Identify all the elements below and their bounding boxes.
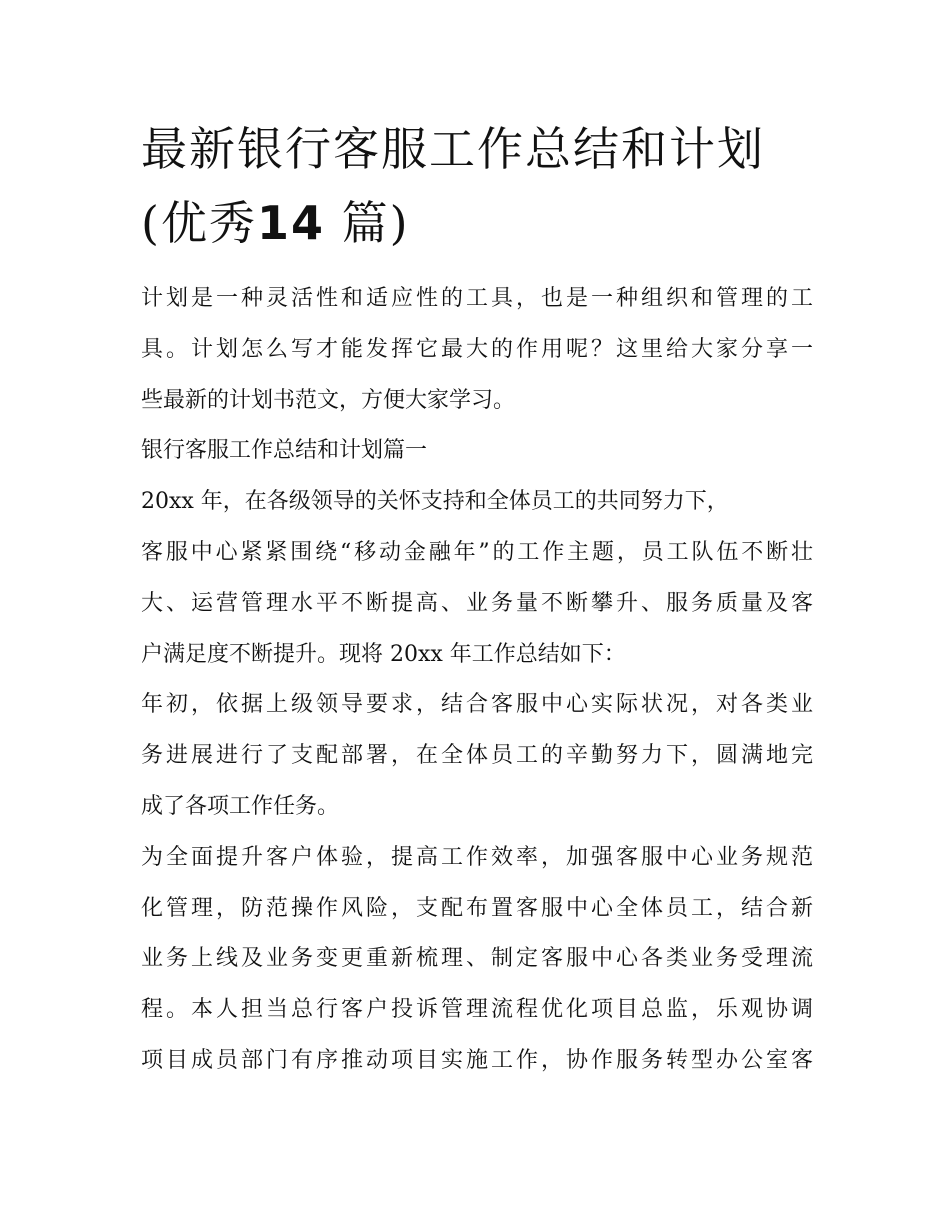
body-line: 化管理，防范操作风险，支配布置客服中心全体员工，结合新 <box>141 895 813 921</box>
body-line: 户满足度不断提升。现将 20xx 年工作总结如下： <box>141 641 626 667</box>
document-title <box>141 112 813 260</box>
body-line: 客服中心紧紧围绕“移动金融年”的工作主题，员工队伍不断壮 <box>141 539 813 565</box>
body-line: 务进展进行了支配部署，在全体员工的辛勤努力下，圆满地完 <box>141 743 813 769</box>
body-line: 年初，依据上级领导要求，结合客服中心实际状况，对各类业 <box>141 692 813 718</box>
title-line-2 <box>141 186 813 260</box>
body-line: 银行客服工作总结和计划篇一 <box>141 438 428 464</box>
title-close: 篇) <box>341 196 410 250</box>
body-line: 计划是一种灵活性和适应性的工具，也是一种组织和管理的工 <box>141 286 813 311</box>
body-line: 项目成员部门有序推动项目实施工作，协作服务转型办公室客 <box>141 1047 813 1073</box>
body-line: 具。计划怎么写才能发挥它最大的作用呢？这里给大家分享一 <box>141 336 813 362</box>
body-line: 些最新的计划书范文，方便大家学习。 <box>141 387 516 413</box>
body-line: 大、运营管理水平不断提高、业务量不断攀升、服务质量及客 <box>141 590 813 616</box>
body-line: 程。本人担当总行客户投诉管理流程优化项目总监，乐观协调 <box>141 997 813 1023</box>
title-open: (优秀 <box>141 196 257 250</box>
body-line: 20xx 年，在各级领导的关怀支持和全体员工的共同努力下， <box>141 489 729 515</box>
body-line: 成了各项工作任务。 <box>141 793 340 819</box>
title-line-1: 最新银行客服工作总结和计划 <box>141 122 765 176</box>
document-body <box>141 274 813 1087</box>
title-number: 14 <box>256 196 325 250</box>
document-page <box>141 112 813 1087</box>
body-line: 为全面提升客户体验，提高工作效率，加强客服中心业务规范 <box>141 844 813 870</box>
body-line: 业务上线及业务变更重新梳理、制定客服中心各类业务受理流 <box>141 946 813 972</box>
